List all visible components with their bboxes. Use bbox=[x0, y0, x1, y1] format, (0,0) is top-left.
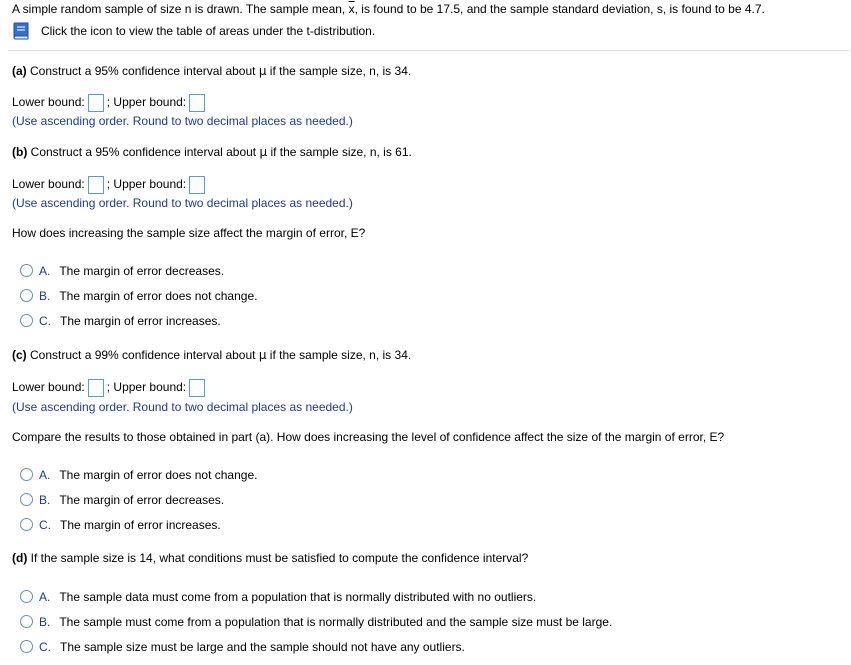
divider bbox=[8, 50, 849, 51]
radio-button[interactable] bbox=[20, 314, 33, 327]
option-text[interactable]: The sample must come from a population that is normally distributed and the sample size must be large. bbox=[59, 615, 613, 629]
part-b-lower-bound-input[interactable] bbox=[88, 176, 104, 194]
mu-symbol: μ bbox=[258, 348, 267, 362]
part-d-label: (d) bbox=[12, 551, 28, 565]
option-letter: B. bbox=[39, 289, 51, 303]
mu-symbol: μ bbox=[259, 145, 268, 159]
part-a-question-tail: if the sample size, n, is 34. bbox=[266, 64, 412, 78]
part-c-option-b[interactable] bbox=[20, 493, 224, 507]
option-text[interactable]: The margin of error increases. bbox=[60, 314, 221, 328]
mu-symbol: μ bbox=[258, 64, 267, 78]
option-letter: C. bbox=[39, 518, 51, 532]
radio-button[interactable] bbox=[20, 590, 33, 603]
option-text[interactable]: The margin of error decreases. bbox=[59, 264, 225, 278]
part-d-option-a[interactable] bbox=[20, 590, 536, 604]
option-text[interactable]: The sample size must be large and the sample should not have any outliers. bbox=[60, 640, 465, 654]
part-a-hint: (Use ascending order. Round to two decimal places as needed.) bbox=[12, 114, 353, 128]
option-letter: A. bbox=[39, 468, 51, 482]
part-c-upper-bound-input[interactable] bbox=[189, 379, 205, 397]
radio-button[interactable] bbox=[20, 289, 33, 302]
part-b-question-tail: if the sample size, n, is 61. bbox=[267, 145, 412, 159]
part-b-question-text: Construct a 95% confidence interval about bbox=[30, 145, 260, 159]
part-b-hint: (Use ascending order. Round to two decimal places as needed.) bbox=[12, 196, 353, 210]
radio-button[interactable] bbox=[20, 640, 33, 653]
part-c-lower-bound-input[interactable] bbox=[88, 379, 104, 397]
lower-bound-label: Lower bound: bbox=[12, 177, 85, 192]
upper-bound-label: ; Upper bound: bbox=[106, 177, 187, 192]
part-a-lower-bound-input[interactable] bbox=[88, 94, 104, 112]
part-c-hint: (Use ascending order. Round to two decimal places as needed.) bbox=[12, 400, 353, 414]
intro-text-2: , is found to be 17.5, and the sample standard deviation, s, is found to be 4.7. bbox=[354, 2, 765, 16]
part-c-option-c[interactable] bbox=[20, 518, 221, 532]
option-text[interactable]: The margin of error does not change. bbox=[59, 289, 258, 303]
option-text[interactable]: The sample data must come from a population that is normally distributed with no outliers. bbox=[59, 590, 537, 604]
part-b-option-a[interactable] bbox=[20, 264, 224, 278]
part-b-answer-row bbox=[12, 176, 208, 194]
option-text[interactable]: The margin of error does not change. bbox=[59, 468, 258, 482]
lower-bound-label: Lower bound: bbox=[12, 95, 85, 110]
option-text[interactable]: The margin of error increases. bbox=[60, 518, 221, 532]
intro-text-1: A simple random sample of size n is drawn. The sample mean, bbox=[12, 2, 349, 16]
part-a-label: (a) bbox=[12, 64, 27, 78]
option-text[interactable]: The margin of error decreases. bbox=[59, 493, 225, 507]
part-a-question-text: Construct a 95% confidence interval about bbox=[30, 64, 259, 78]
part-b-question bbox=[12, 145, 412, 159]
part-d-question-text: If the sample size is 14, what conditions must be satisfied to compute the confidence interval? bbox=[27, 551, 529, 565]
option-letter: C. bbox=[39, 314, 51, 328]
part-a-question bbox=[12, 64, 411, 78]
part-c-answer-row bbox=[12, 379, 208, 397]
option-letter: A. bbox=[39, 590, 51, 604]
part-a-answer-row bbox=[12, 94, 208, 112]
xbar-symbol: $\overline{x}$ bbox=[348, 2, 355, 16]
radio-button[interactable] bbox=[20, 264, 33, 277]
part-b-option-b[interactable] bbox=[20, 289, 257, 303]
lower-bound-label: Lower bound: bbox=[12, 380, 85, 395]
part-c-label: (c) bbox=[12, 348, 27, 362]
table-link-text[interactable]: Click the icon to view the table of areas under the t-distribution. bbox=[41, 24, 376, 38]
option-letter: C. bbox=[39, 640, 51, 654]
radio-button[interactable] bbox=[20, 518, 33, 531]
part-c-option-a[interactable] bbox=[20, 468, 257, 482]
part-c-question bbox=[12, 348, 411, 362]
problem-statement bbox=[12, 2, 765, 16]
radio-button[interactable] bbox=[20, 493, 33, 506]
upper-bound-label: ; Upper bound: bbox=[106, 380, 187, 395]
option-letter: B. bbox=[39, 615, 51, 629]
part-d-option-c[interactable] bbox=[20, 640, 465, 654]
part-b-option-c[interactable] bbox=[20, 314, 221, 328]
book-icon[interactable] bbox=[12, 22, 31, 40]
part-c-question-tail: if the sample size, n, is 34. bbox=[266, 348, 412, 362]
part-c-question-text: Construct a 99% confidence interval about bbox=[30, 348, 259, 362]
radio-button[interactable] bbox=[20, 615, 33, 628]
part-b-label: (b) bbox=[12, 145, 28, 159]
part-b-followup-question: How does increasing the sample size affect the margin of error, E? bbox=[12, 226, 366, 240]
option-letter: A. bbox=[39, 264, 51, 278]
part-d-option-b[interactable] bbox=[20, 615, 612, 629]
upper-bound-label: ; Upper bound: bbox=[106, 95, 187, 110]
part-d-question bbox=[12, 551, 528, 565]
part-c-followup-question: Compare the results to those obtained in part (a). How does increasing the level of confidence affect the size of the margin of error, E? bbox=[12, 430, 725, 444]
part-a-upper-bound-input[interactable] bbox=[189, 94, 205, 112]
radio-button[interactable] bbox=[20, 468, 33, 481]
table-link-row[interactable] bbox=[12, 22, 375, 40]
option-letter: B. bbox=[39, 493, 51, 507]
part-b-upper-bound-input[interactable] bbox=[189, 176, 205, 194]
